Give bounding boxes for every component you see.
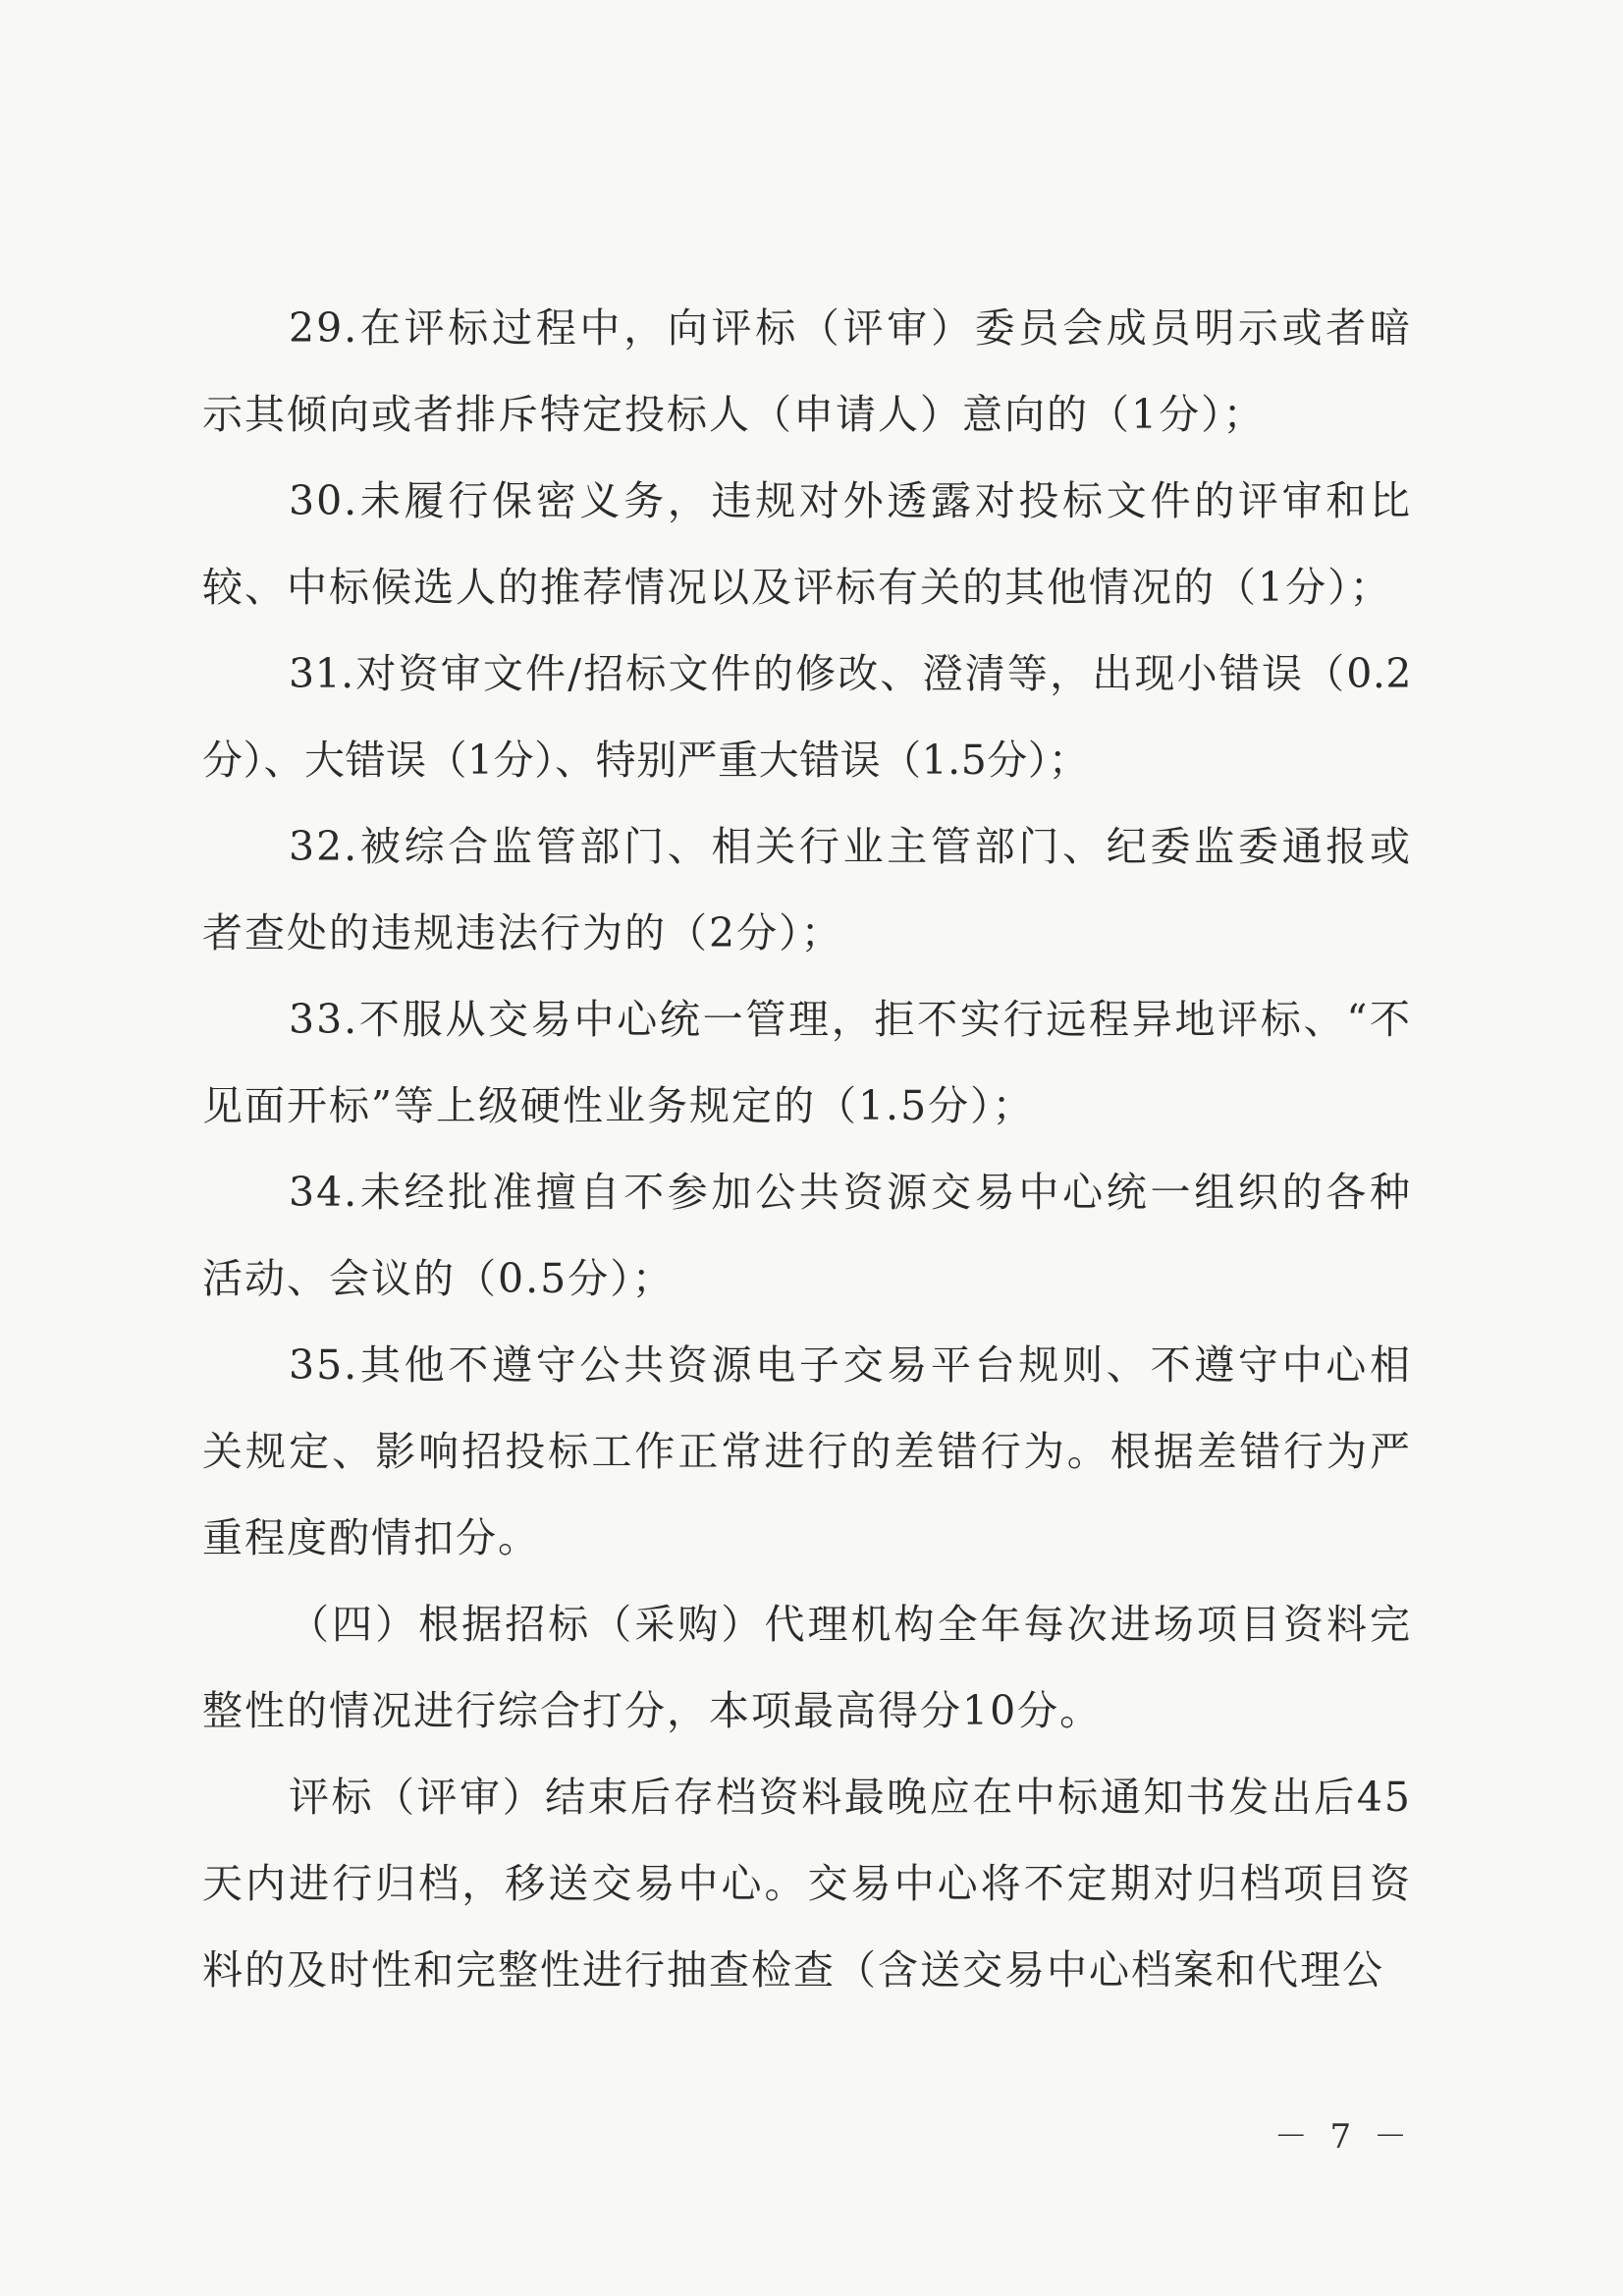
paragraph-item-32: 32.被综合监管部门、相关行业主管部门、纪委监委通报或者查处的违规违法行为的（2分）； xyxy=(202,823,1412,957)
paragraph-archive-rule: 评标（评审）结束后存档资料最晚应在中标通知书发出后45天内进行归档，移送交易中心。交易中心将不定期对归档项目资料的及时性和完整性进行抽查检查（含送交易中心档案和代理公 xyxy=(202,1774,1412,1994)
paragraph-section-4: （四）根据招标（采购）代理机构全年每次进场项目资料完整性的情况进行综合打分，本项最高得分10分。 xyxy=(202,1601,1412,1734)
paragraph-item-34: 34.未经批准擅自不参加公共资源交易中心统一组织的各种活动、会议的（0.5分）； xyxy=(202,1169,1412,1302)
paragraph-item-33: 33.不服从交易中心统一管理，拒不实行远程异地评标、“不见面开标”等上级硬性业务规定的（1.5分）； xyxy=(202,996,1412,1129)
paragraph-item-29: 29.在评标过程中，向评标（评审）委员会成员明示或者暗示其倾向或者排斥特定投标人（申请人）意向的（1分）； xyxy=(202,304,1412,438)
paragraph-item-35: 35.其他不遵守公共资源电子交易平台规则、不遵守中心相关规定、影响招投标工作正常进行的差错行为。根据差错行为严重程度酌情扣分。 xyxy=(202,1341,1412,1561)
paragraph-item-30: 30.未履行保密义务，违规对外透露对投标文件的评审和比较、中标候选人的推荐情况以及评标有关的其他情况的（1分）； xyxy=(202,477,1412,611)
page-number: － 7 － xyxy=(1273,2117,1413,2157)
document-body xyxy=(202,285,1412,2013)
paragraph-item-31: 31.对资审文件/招标文件的修改、澄清等，出现小错误（0.2分）、大错误（1分）、特别严重大错误（1.5分）； xyxy=(202,650,1412,784)
